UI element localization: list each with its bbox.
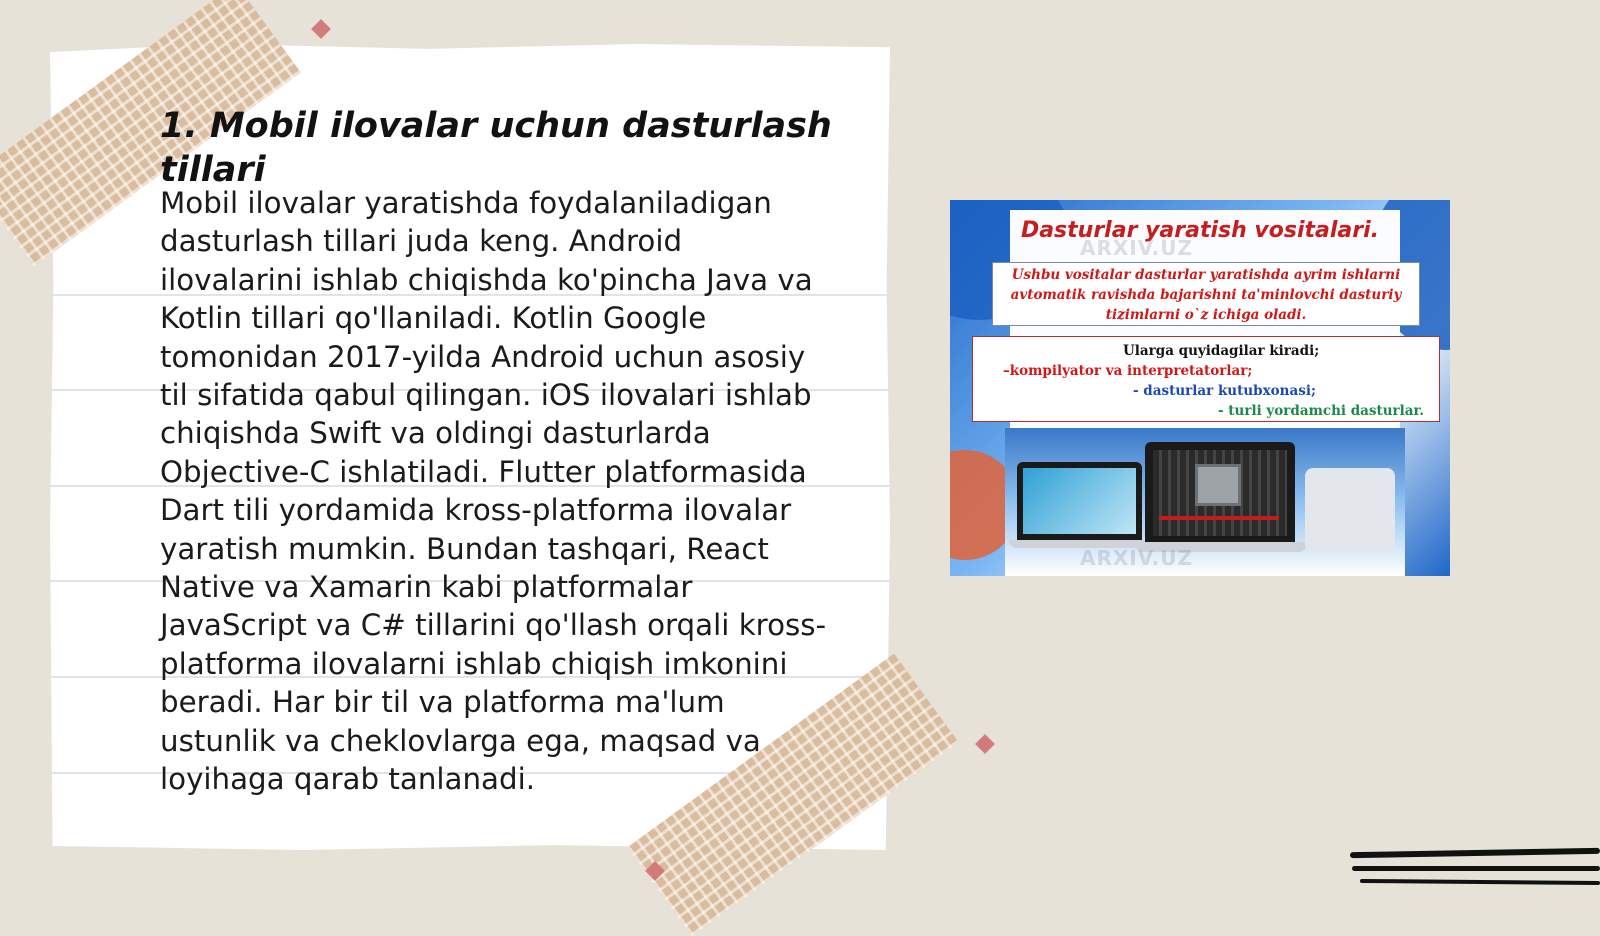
slide-title: Dasturlar yaratish vositalari.: [1020, 218, 1380, 243]
body-line: yaratish mumkin. Bundan tashqari, React: [160, 531, 769, 566]
body-line: ustunlik va cheklovlarga ega, maqsad va: [160, 723, 761, 758]
laptop-left: [1017, 462, 1142, 540]
definition-line: Ushbu vositalar dasturlar yaratishda ayrim ishlarni: [1011, 267, 1401, 283]
list-box: [972, 336, 1440, 422]
laptop-right: [1305, 468, 1395, 552]
laptop-screen: [1023, 468, 1136, 534]
brush-stroke: [1360, 879, 1600, 885]
watermark: ARXIV.UZ: [1080, 236, 1193, 260]
list-item: - turli yordamchi dasturlar.: [1218, 403, 1425, 419]
brush-stroke: [1350, 848, 1600, 858]
slide-image: [950, 200, 1450, 576]
definition-line: avtomatik ravishda bajarishni ta'minlovchi dasturiy: [1010, 287, 1402, 303]
body-line: JavaScript va C# tillarini qo'llash orqali kross-: [160, 608, 827, 643]
body-line: ilovalarini ishlab chiqishda ko'pincha Java va: [160, 262, 813, 297]
list-item: –kompilyator va interpretatorlar;: [1003, 363, 1253, 379]
section-heading: 1. Mobil ilovalar uchun dasturlash tillari: [160, 106, 832, 190]
body-line: platforma ilovalarni ishlab chiqish imkonini: [160, 646, 788, 681]
list-item: - dasturlar kutubxonasi;: [1133, 383, 1316, 399]
definition-box: [992, 262, 1420, 326]
tape-corner: [311, 19, 331, 39]
tape-corner: [975, 734, 995, 754]
laptop-center: [1145, 442, 1295, 542]
body-line: dasturlash tillari juda keng. Android: [160, 224, 683, 259]
body-line: chiqishda Swift va oldingi dasturlarda: [160, 416, 711, 451]
body-line: til sifatida qabul qilingan. iOS ilovalari ishlab: [160, 378, 812, 413]
body-line: Dart tili yordamida kross-platforma ilovalar: [160, 493, 792, 528]
body-line: Kotlin tillari qo'llaniladi. Kotlin Google: [160, 301, 707, 336]
body-line: Native va Xamarin kabi platformalar: [160, 570, 693, 605]
watermark: ARXIV.UZ: [1080, 546, 1193, 570]
ram-slot: [1159, 516, 1279, 520]
cpu-socket: [1195, 464, 1241, 506]
body-line: beradi. Har bir til va platforma ma'lum: [160, 685, 725, 720]
body-line: tomonidan 2017-yilda Android uchun asosiy: [160, 339, 806, 374]
definition-line: tizimlarni o`z ichiga oladi.: [1105, 307, 1307, 323]
laptops-photo: [1005, 428, 1405, 576]
body-paragraph: [160, 184, 835, 799]
body-line: Mobil ilovalar yaratishda foydalaniladigan: [160, 186, 772, 220]
body-line: loyihaga qarab tanlanadi.: [160, 762, 536, 797]
body-line: Objective-C ishlatiladi. Flutter platformasida: [160, 454, 807, 489]
list-heading: Ularga quyidagilar kiradi;: [1123, 343, 1320, 359]
brush-stroke: [1352, 866, 1600, 871]
